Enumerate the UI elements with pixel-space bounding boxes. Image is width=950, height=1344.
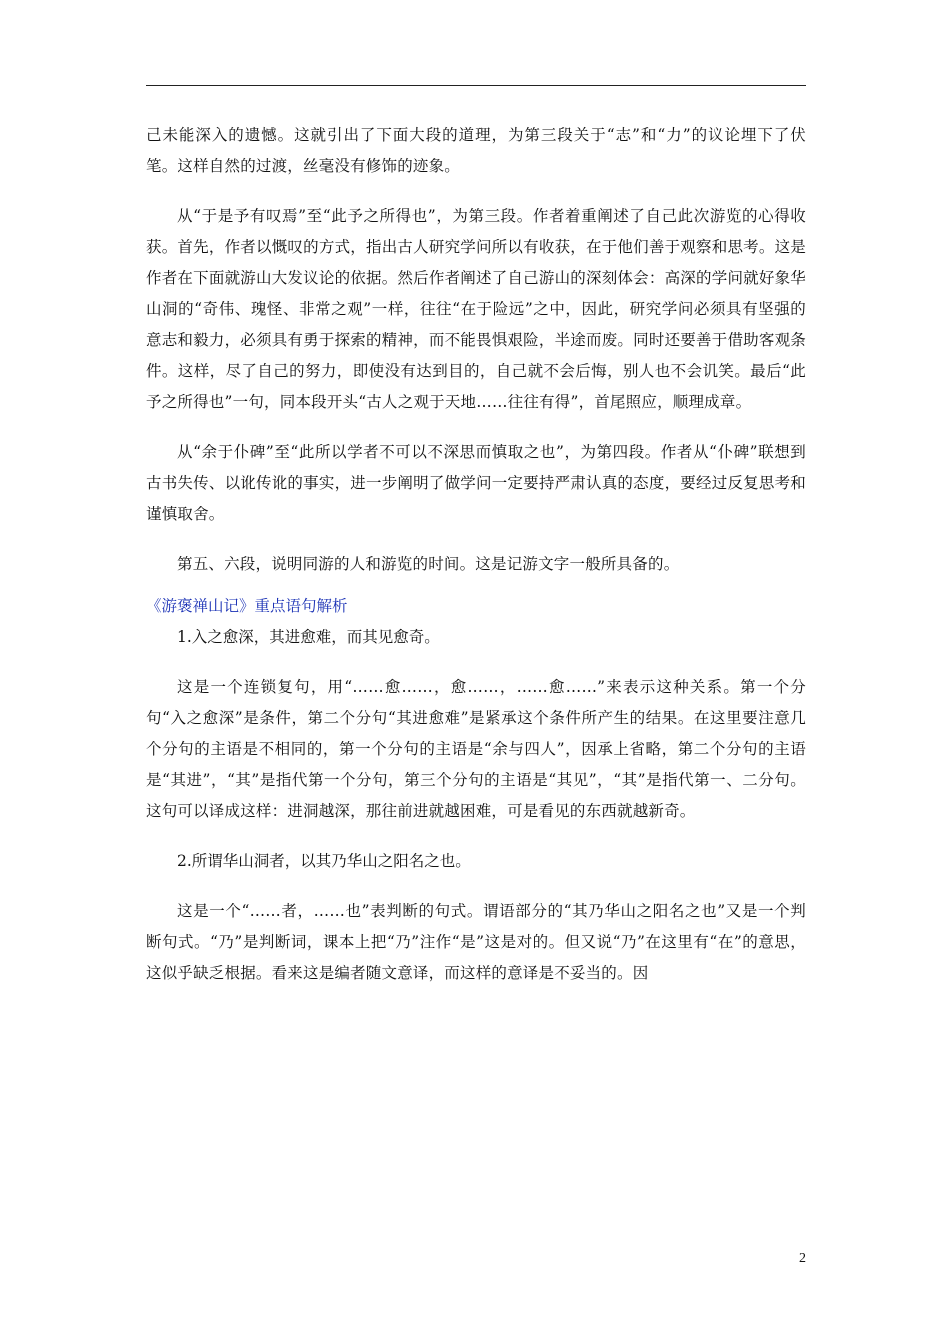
sentence-item-1: 1.入之愈深，其进愈难，而其见愈奇。 bbox=[177, 628, 440, 646]
paragraph-section-five-six: 第五、六段，说明同游的人和游览的时间。这是记游文字一般所具备的。 bbox=[177, 555, 680, 573]
document-body bbox=[146, 120, 806, 1008]
paragraph-continuation: 己未能深入的遗憾。这就引出了下面大段的道理，为第三段关于“志”和“力”的议论埋下了伏笔。这样自然的过渡，丝毫没有修饰的迹象。 bbox=[146, 126, 806, 175]
page-number: 2 bbox=[799, 1251, 806, 1266]
header-rule bbox=[146, 85, 806, 86]
paragraph-section-three: 从“于是予有叹焉”至“此予之所得也”，为第三段。作者着重阐述了自己此次游览的心得收获。首先，作者以慨叹的方式，指出古人研究学问所以有收获，在于他们善于观察和思考。这是作者在下面就游山大发议论的依据。然后作者阐述了自己游山的深刻体会：高深的学问就好象华山洞的“奇伟、瑰怪、非常之观”一样，往往“在于险远”之中，因此，研究学问必须具有坚强的意志和毅力，必须具有勇于探索的精神，而不能畏惧艰险，半途而废。同时还要善于借助客观条件。这样，尽了自己的努力，即使没有达到目的，自己就不会后悔，别人也不会讥笑。最后“此予之所得也”一句，同本段开头“古人之观于天地……往往有得”，首尾照应，顺理成章。 bbox=[146, 207, 806, 411]
paragraph-section-four: 从“余于仆碑”至“此所以学者不可以不深思而慎取之也”，为第四段。作者从“仆碑”联想到古书失传、以讹传讹的事实，进一步阐明了做学问一定要持严肃认真的态度，要经过反复思考和谨慎取舍。 bbox=[146, 443, 806, 523]
sentence-item-1-explanation: 这是一个连锁复句，用“……愈……，愈……，……愈……”来表示这种关系。第一个分句“入之愈深”是条件，第二个分句“其进愈难”是紧承这个条件所产生的结果。在这里要注意几个分句的主语是不相同的，第一个分句的主语是“余与四人”，因承上省略，第二个分句的主语是“其进”，“其”是指代第一个分句，第三个分句的主语是“其见”，“其”是指代第一、二分句。这句可以译成这样：进洞越深，那往前进就越困难，可是看见的东西就越新奇。 bbox=[146, 678, 806, 820]
section-heading: 《游褒禅山记》重点语句解析 bbox=[146, 597, 348, 615]
sentence-item-2-explanation: 这是一个“……者，……也”表判断的句式。谓语部分的“其乃华山之阳名之也”又是一个判断句式。“乃”是判断词，课本上把“乃”注作“是”这是对的。但又说“乃”在这里有“在”的意思，这似乎缺乏根据。看来这是编者随文意译，而这样的意译是不妥当的。因 bbox=[146, 902, 806, 982]
sentence-item-2: 2.所谓华山洞者，以其乃华山之阳名之也。 bbox=[177, 852, 471, 870]
